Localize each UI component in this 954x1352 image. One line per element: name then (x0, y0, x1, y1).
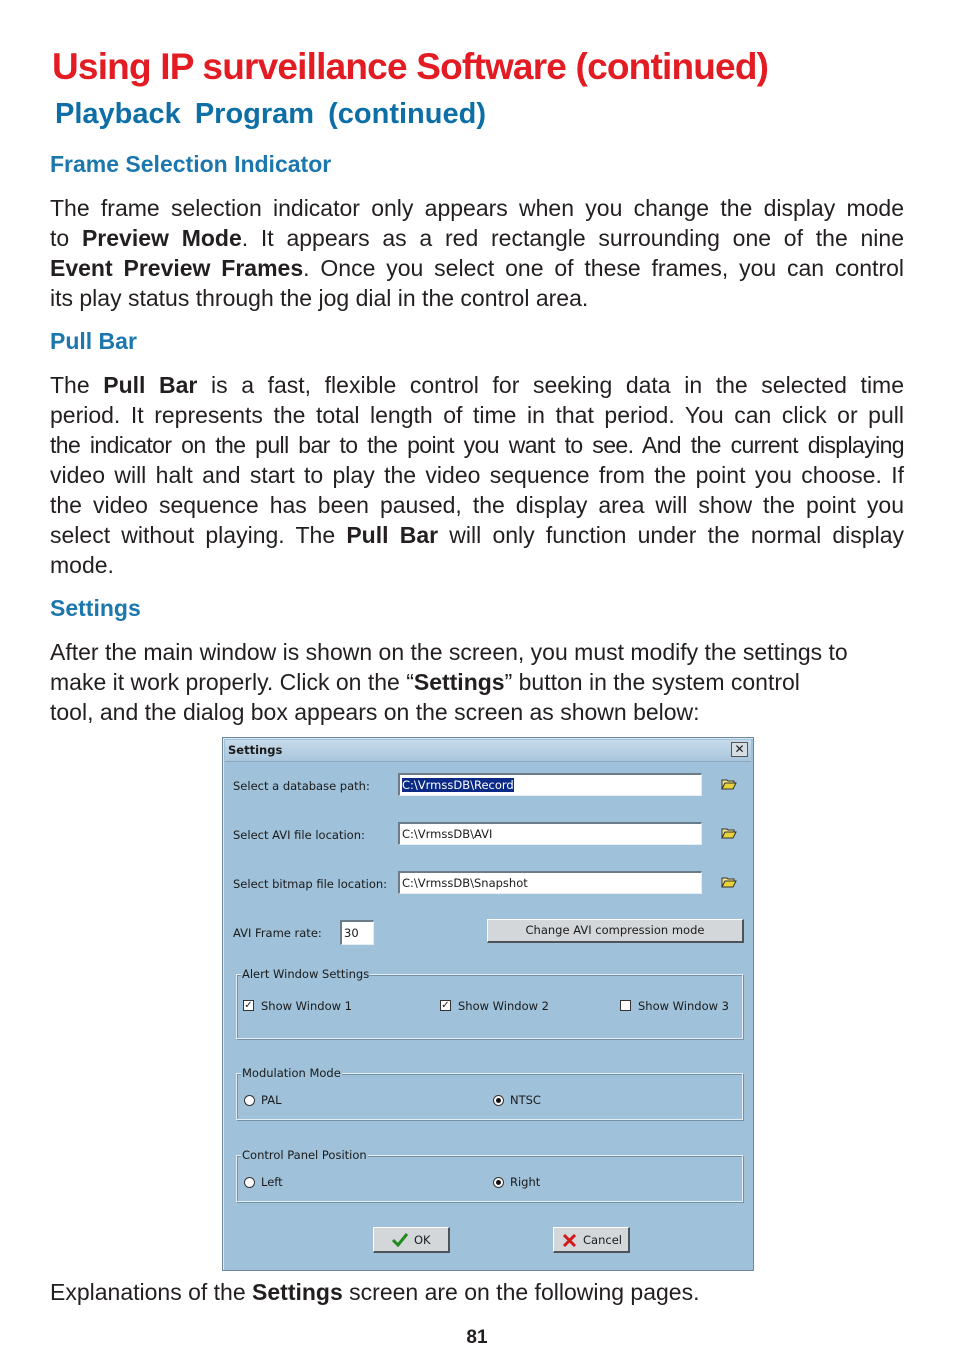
dialog-title: Settings (228, 743, 283, 757)
pull-bar-heading: Pull Bar (50, 328, 137, 354)
text-line: period. It represents the total length of time in that period. You can click or pull (50, 402, 904, 428)
left-radio[interactable] (244, 1177, 255, 1188)
text-line: Explanations of the Settings screen are on the following pages. (50, 1279, 700, 1305)
control-panel-position-group (236, 1148, 743, 1202)
settings-paragraph (50, 637, 904, 727)
cancel-label: Cancel (583, 1233, 622, 1247)
group-label: Control Panel Position (242, 1148, 367, 1162)
folder-open-icon[interactable] (721, 875, 737, 889)
footer-paragraph (50, 1277, 904, 1307)
avi-location-input[interactable]: C:\VrmssDB\AVI (398, 822, 702, 845)
frame-rate-label: AVI Frame rate: (233, 926, 322, 940)
text-line: select without playing. The Pull Bar will only function under the normal display (50, 522, 904, 548)
pal-radio[interactable] (244, 1095, 255, 1106)
text-line: its play status through the jog dial in the control area. (50, 285, 589, 311)
change-avi-compression-button[interactable]: Change AVI compression mode (487, 919, 744, 943)
modulation-mode-group (236, 1066, 743, 1120)
frame-selection-paragraph (50, 193, 904, 313)
cancel-button[interactable] (553, 1227, 630, 1253)
frame-rate-input[interactable]: 30 (340, 920, 374, 945)
database-path-value: C:\VrmssDB\Record (402, 778, 514, 792)
frame-selection-heading: Frame Selection Indicator (50, 151, 332, 177)
page-number: 81 (466, 1327, 488, 1348)
text-line: mode. (50, 552, 114, 578)
left-label: Left (261, 1175, 283, 1189)
group-label: Modulation Mode (242, 1066, 341, 1080)
text-line: video will halt and start to play the video sequence from the point you choose. If (50, 462, 904, 488)
folder-open-icon[interactable] (721, 777, 737, 791)
checkmark-icon (391, 1232, 409, 1248)
alert-window-settings-group (236, 967, 743, 1039)
show-window-3-checkbox[interactable] (620, 1000, 631, 1011)
group-label: Alert Window Settings (242, 967, 370, 981)
ntsc-radio[interactable] (493, 1095, 504, 1106)
text-line: Event Preview Frames. Once you select one of these frames, you can control (50, 255, 904, 281)
avi-location-label: Select AVI file location: (233, 828, 365, 842)
dialog-titlebar (225, 740, 751, 762)
text-line: to Preview Mode. It appears as a red rectangle surrounding one of the nine (50, 225, 904, 251)
text-line: The frame selection indicator only appears when you change the display mode (50, 195, 904, 221)
database-path-label: Select a database path: (233, 779, 370, 793)
text-line: tool, and the dialog box appears on the screen as shown below: (50, 699, 700, 725)
settings-dialog (222, 737, 754, 1271)
text-line: the indicator on the pull bar to the point you want to see. And the current displaying (50, 432, 904, 458)
show-window-3-label: Show Window 3 (638, 999, 730, 1013)
database-path-input[interactable] (398, 773, 702, 796)
ok-button[interactable] (373, 1227, 450, 1253)
close-button[interactable]: ✕ (731, 742, 748, 757)
text-line: The Pull Bar is a fast, flexible control for seeking data in the selected time (50, 372, 905, 398)
right-label: Right (510, 1175, 541, 1189)
cancel-x-icon (562, 1233, 577, 1248)
show-window-1-checkbox[interactable]: ✓ (244, 1000, 253, 1011)
settings-heading: Settings (50, 595, 141, 621)
right-radio[interactable] (493, 1177, 504, 1188)
pull-bar-paragraph (50, 370, 904, 580)
page-subtitle: Playback Program (continued) (55, 98, 486, 130)
show-window-1-label: Show Window 1 (261, 999, 353, 1013)
text-line: make it work properly. Click on the “Settings” button in the system control (50, 669, 800, 695)
ok-label: OK (414, 1233, 431, 1247)
show-window-2-checkbox[interactable]: ✓ (441, 1000, 450, 1011)
ntsc-label: NTSC (510, 1093, 541, 1107)
text-line: After the main window is shown on the screen, you must modify the settings to (50, 639, 848, 665)
show-window-2-label: Show Window 2 (458, 999, 550, 1013)
bitmap-location-input[interactable]: C:\VrmssDB\Snapshot (398, 871, 702, 894)
pal-label: PAL (261, 1093, 282, 1107)
bitmap-location-label: Select bitmap file location: (233, 877, 388, 891)
page-title: Using IP surveillance Software (continued) (52, 46, 769, 87)
folder-open-icon[interactable] (721, 826, 737, 840)
text-line: the video sequence has been paused, the display area will show the point you (50, 492, 904, 518)
